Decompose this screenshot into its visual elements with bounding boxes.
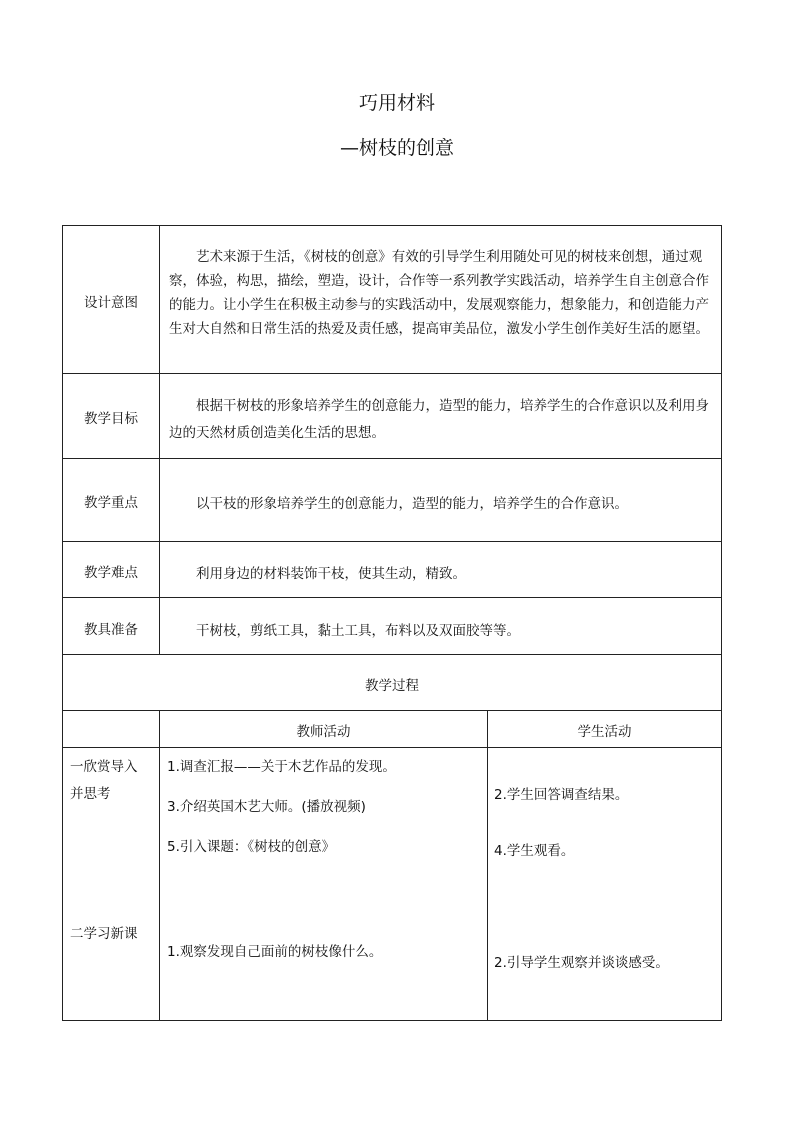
teacher-activity-item: 1.调查汇报——关于木艺作品的发现。 [167,759,396,775]
row-divider [62,541,722,542]
stage-1-label-line1: 一欣赏导入 [70,759,138,775]
table-border-bottom [62,1020,722,1021]
row-divider [62,747,722,748]
teacher-activity-item: 5.引入课题：《树枝的创意》 [167,839,336,855]
teacher-activity-item: 1.观察发现自己面前的树枝像什么。 [167,944,383,960]
student-activity-item: 2.引导学生观察并谈谈感受。 [494,955,669,971]
process-header: 教学过程 [365,678,419,694]
design-intent-label: 设计意图 [84,295,138,311]
stage-1-label-line2: 并思考 [70,786,111,802]
design-intent-text: 艺术来源于生活，《树枝的创意》有效的引导学生利用随处可见的树枝来创想，通过观察，体验，构思，描绘，塑造，设计，合作等一系列教学实践活动，培养学生自主创意合作的能力。让小学生在积极主动参与的实践活动中，发展观察能力，想象能力，和创造能力产生对大自然和日常生活的热爱及责任感，提高审美品位，激发小学生创作美好生活的愿望。 [169,249,709,337]
student-activity-item: 2.学生回答调查结果。 [494,787,629,803]
key-point-text: 以干枝的形象培养学生的创意能力，造型的能力，培养学生的合作意识。 [196,496,628,512]
student-activity-header: 学生活动 [577,724,632,740]
row-divider [62,458,722,459]
row-divider [62,654,722,655]
table-border-right [721,225,722,1021]
document-title: 巧用材料 [358,92,435,114]
student-activity-item: 4.学生观看。 [494,843,575,859]
key-point-label: 教学重点 [84,495,138,511]
stage-2-label: 二学习新课 [70,926,138,942]
objective-label: 教学目标 [84,411,138,427]
materials-label: 教具准备 [84,622,138,638]
table-border-top [62,225,722,226]
document-subtitle: —树枝的创意 [339,137,454,159]
teacher-activity-item: 3.介绍英国木艺大师。(播放视频) [167,799,366,815]
row-divider [62,373,722,374]
label-column-divider [159,225,160,655]
row-divider [62,597,722,598]
activity-column-divider [487,710,488,1021]
row-divider [62,710,722,711]
materials-text: 干树枝，剪纸工具，黏土工具，布料以及双面胶等等。 [196,623,520,639]
teacher-activity-header: 教师活动 [296,724,351,740]
difficulty-label: 教学难点 [84,565,138,581]
difficulty-text: 利用身边的材料装饰干枝，使其生动，精致。 [196,566,466,582]
objective-text: 根据干树枝的形象培养学生的创意能力，造型的能力，培养学生的合作意识以及利用身边的天然材质创造美化生活的思想。 [169,398,709,441]
label-column-divider [159,710,160,1021]
